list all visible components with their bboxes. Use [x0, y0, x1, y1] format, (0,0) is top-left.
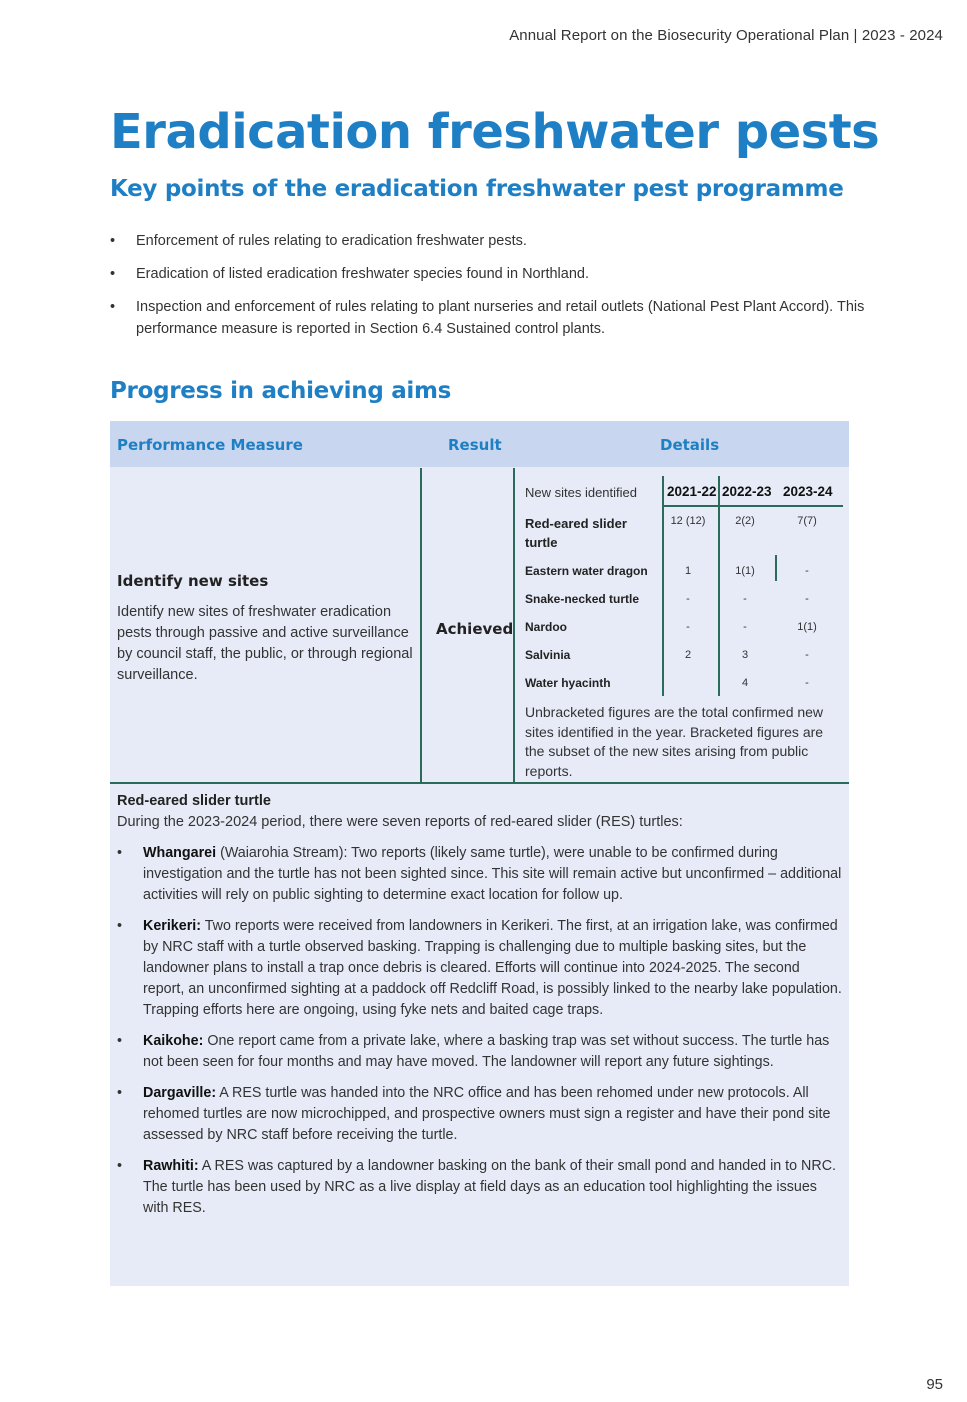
column-divider [420, 468, 422, 783]
value-cell: 1(1) [797, 621, 817, 633]
year-2021-22: 2021-22 [667, 484, 717, 499]
key-points-list [110, 230, 870, 351]
column-divider [513, 468, 515, 783]
report-text: A RES turtle was handed into the NRC office and has been rehomed under new protocols. All rehomed turtles are now microchipped, and prospective owners must sign a register and have their pond site assessed by NRC staff before receiving the turtle. [143, 1085, 831, 1143]
page-number: 95 [926, 1376, 943, 1393]
progress-heading: Progress in achieving aims [110, 378, 452, 404]
value-cell: 2 [684, 649, 692, 661]
value-cell: - [686, 621, 690, 633]
running-header: Annual Report on the Biosecurity Operational Plan | 2023 - 2024 [509, 27, 943, 44]
reports-list [117, 843, 845, 1229]
report-item [117, 916, 845, 1021]
page-subtitle: Key points of the eradication freshwater pest programme [110, 176, 844, 202]
key-point: • Inspection and enforcement of rules relating to plant nurseries and retail outlets (National Pest Plant Accord). This performance measure is reported in Section 6.4 Sustained control plants. [110, 296, 870, 340]
report-text: Two reports were received from landowners in Kerikeri. The first, at an irrigation lake, was confirmed by NRC staff with a turtle observed basking. Trapping is challenging due to multiple basking sites, but the landowner plans to install a trap once debris is cleared. Efforts will continue into 2024-2025. The second report, an unconfirmed sighting at a paddock off Redcliff Road, is possibly linked to the nearby lake population. Trapping efforts here are ongoing, using fyke nets and baited cage traps. [143, 918, 842, 1018]
species-red-eared-slider-turtle: Red-eared slider turtle [525, 516, 627, 550]
report-item [117, 1156, 845, 1219]
value-cell: - [805, 565, 809, 577]
species-salvinia: Salvinia [525, 648, 571, 662]
header-details: Details [660, 436, 720, 454]
value-cell: 1(1) [735, 565, 755, 577]
report-place: Dargaville: [143, 1085, 217, 1101]
details-column-divider [718, 476, 720, 696]
species-eastern-water-dragon: Eastern water dragon [525, 564, 648, 578]
report-item [117, 1031, 845, 1073]
report-text: A RES was captured by a landowner basking on the bank of their small pond and handed in to NRC. The turtle has been used by NRC as a live display at field days as an education tool highlighting the issues with RES. [143, 1158, 837, 1216]
report-item [117, 1083, 845, 1146]
details-column-divider [775, 555, 777, 581]
page-title: Eradication freshwater pests [110, 104, 880, 160]
result-value: Achieved [436, 620, 514, 638]
year-2022-23: 2022-23 [722, 484, 772, 499]
section-intro: During the 2023-2024 period, there were seven reports of red-eared slider (RES) turtles: [117, 814, 683, 830]
value-cell: 12 (12) [670, 515, 706, 527]
value-cell: 2(2) [735, 515, 755, 527]
species-nardoo: Nardoo [525, 620, 567, 634]
value-cell: - [743, 593, 747, 605]
header-result: Result [448, 436, 502, 454]
report-text: (Waiarohia Stream): Two reports (likely same turtle), were unable to be confirmed during investigation and the turtle has not been sighted since. This site will remain active but unconfirmed – additional activities will rely on public sighting to determine exact location for follow up. [143, 845, 842, 903]
value-cell: - [743, 621, 747, 633]
report-item [117, 843, 845, 906]
value-cell: 7(7) [797, 515, 817, 527]
value-cell: - [805, 677, 809, 689]
performance-table [110, 421, 849, 1286]
report-place: Whangarei [143, 845, 217, 861]
key-point: • Eradication of listed eradication freshwater species found in Northland. [110, 263, 870, 285]
report-place: Kerikeri: [143, 918, 202, 934]
measure-title: Identify new sites [117, 572, 269, 590]
report-text: One report came from a private lake, where a basking trap was set without success. The turtle has not been seen for four months and may have moved. The landowner will report any future sightings. [143, 1033, 830, 1070]
value-cell: 4 [741, 677, 749, 689]
species-snake-necked-turtle: Snake-necked turtle [525, 592, 640, 606]
value-cell: 1 [684, 565, 692, 577]
key-point: • Enforcement of rules relating to eradication freshwater pests. [110, 230, 870, 252]
value-cell: - [805, 593, 809, 605]
value-cell: - [686, 593, 690, 605]
measure-description: Identify new sites of freshwater eradication pests through passive and active surveillance by council staff, the public, or through regional surveillance. [117, 604, 413, 683]
details-note: Unbracketed figures are the total confirmed new sites identified in the year. Bracketed figures are the subset of the new sites arising from public reports. [525, 704, 824, 779]
species-water-hyacinth: Water hyacinth [525, 676, 611, 690]
value-cell: - [805, 649, 809, 661]
header-performance-measure: Performance Measure [117, 436, 303, 454]
value-cell: 3 [741, 649, 749, 661]
section-title: Red-eared slider turtle [117, 793, 271, 809]
row-divider [110, 782, 849, 784]
report-place: Kaikohe: [143, 1033, 204, 1049]
year-2023-24: 2023-24 [783, 484, 833, 499]
table-header [110, 421, 849, 467]
details-column-divider [662, 476, 664, 696]
report-place: Rawhiti: [143, 1158, 199, 1174]
details-label: New sites identified [525, 485, 637, 500]
details-header-underline [663, 505, 843, 507]
